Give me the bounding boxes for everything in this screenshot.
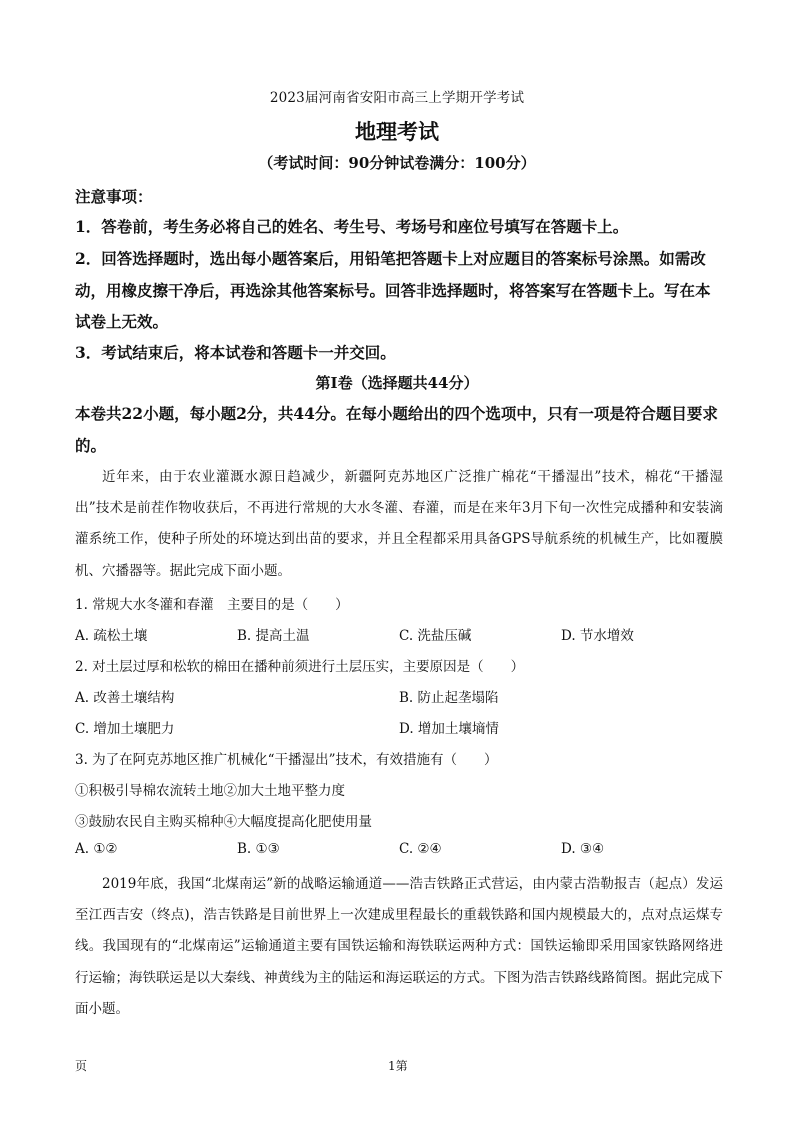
footer-page-label: 页	[75, 1059, 88, 1073]
option-c[interactable]: C. 洗盐压碱	[399, 628, 472, 644]
option-a[interactable]: A. ①②	[75, 841, 118, 857]
question-1-stem: 1. 常规大水冬灌和春灌 主要目的是（ ）	[75, 597, 349, 613]
section-description: 本卷共22小题，每小题2分，共44分。在每小题给出的四个选项中，只有一项是符合题目要求的。	[75, 404, 718, 455]
option-c[interactable]: C. 增加土壤肥力	[75, 721, 175, 737]
option-b[interactable]: B. ①③	[237, 841, 280, 857]
option-b[interactable]: B. 提高土温	[237, 628, 310, 644]
option-d[interactable]: D. ③④	[561, 841, 605, 857]
notice-title: 注意事项：	[75, 187, 153, 206]
question-1-options	[75, 624, 723, 644]
option-a[interactable]: A. 改善土壤结构	[75, 690, 175, 706]
question-3-stem: 3. 为了在阿克苏地区推广机械化“干播湿出”技术，有效措施有（ ）	[75, 752, 498, 768]
notice-item-2: 2．回答选择题时，选出每小题答案后，用铅笔把答题卡上对应题目的答案标号涂黑。如需改动，用橡皮擦干净后，再选涂其他答案标号。回答非选择题时，将答案写在答题卡上。写在本试卷上无效。	[75, 249, 711, 331]
question-2-options-row-2	[75, 717, 723, 737]
option-c[interactable]: C. ②④	[399, 841, 442, 857]
subject-title: 地理考试	[355, 119, 439, 144]
section-title: 第I卷（选择题共44分）	[315, 374, 479, 392]
exam-meta: （考试时间：90分钟试卷满分：100分）	[258, 154, 536, 172]
notice-item-1: 1．答卷前，考生务必将自己的姓名、考生号、考场号和座位号填写在答题卡上。	[75, 217, 629, 236]
question-3-options	[75, 841, 723, 861]
option-d[interactable]: D. 增加土壤墒情	[399, 721, 499, 737]
question-3-statement-1: ①积极引导棉农流转土地②加大土地平整力度	[75, 783, 345, 799]
question-3-statement-2: ③鼓励农民自主购买棉种④大幅度提高化肥使用量	[75, 814, 372, 830]
passage-railway: 2019年底，我国“北煤南运”新的战略运输通道——浩吉铁路正式营运，由内蒙古浩勒报吉（起点）发运至江西吉安（终点)，浩吉铁路是目前世界上一次建成里程最长的重载铁路和国内规模最大的，点对点运煤专线。我国现有的“北煤南运”运输通道主要有国铁运输和海铁联运两种方式：国铁运输即采用国家铁路网络进行运输；海铁联运是以大秦线、神黄线为主的陆运和海运联运的方式。下图为浩吉铁路线路简图。据此完成下面小题。	[75, 876, 723, 1017]
passage-cotton: 近年来，由于农业灌溉水源日趋减少，新疆阿克苏地区广泛推广棉花“干播湿出”技术，棉花“干播湿出”技术是前茬作物收获后，不再进行常规的大水冬灌、春灌，而是在来年3月下旬一次性完成播种和安装滴灌系统工作，使种子所处的环境达到出苗的要求，并且全程都采用具备GPS导航系统的机械生产，比如覆膜机、穴播器等。据此完成下面小题。	[75, 469, 723, 579]
question-2-options-row-1	[75, 686, 723, 706]
option-d[interactable]: D. 节水增效	[561, 628, 634, 644]
footer-page-number: 1第	[388, 1059, 408, 1073]
option-b[interactable]: B. 防止起垄塌陷	[399, 690, 499, 706]
notice-item-3: 3．考试结束后，将本试卷和答题卡一并交回。	[75, 343, 396, 362]
option-a[interactable]: A. 疏松土壤	[75, 628, 148, 644]
exam-name: 2023届河南省安阳市高三上学期开学考试	[269, 90, 525, 106]
question-2-stem: 2. 对土层过厚和松软的棉田在播种前须进行土层压实，主要原因是（ ）	[75, 659, 525, 675]
